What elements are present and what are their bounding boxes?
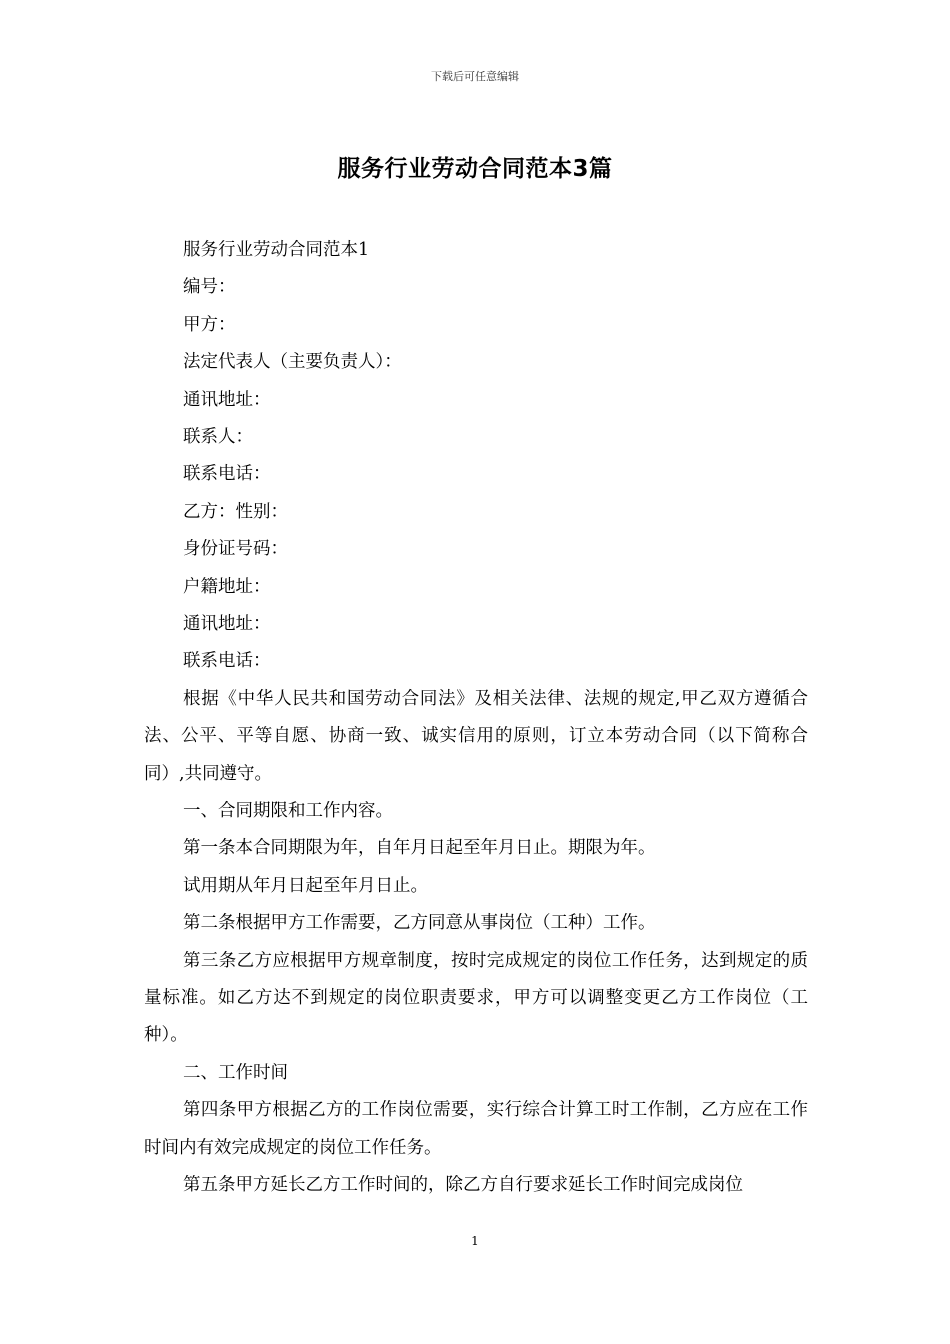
- subtitle-line: 服务行业劳动合同范本1: [183, 240, 370, 260]
- field-party-b-gender: 乙方：性别：: [183, 501, 288, 522]
- field-address-a: 通讯地址：: [183, 389, 271, 410]
- section-heading-2: 二、工作时间: [183, 1062, 288, 1083]
- paragraph-article-2: 第二条根据甲方工作需要，乙方同意从事岗位（工种）工作。: [183, 913, 656, 934]
- field-id-number: 身份证号码：: [183, 539, 288, 560]
- field-party-a: 甲方：: [183, 314, 236, 335]
- field-number: 编号：: [183, 277, 236, 298]
- paragraph-article-3: 第三条乙方应根据甲方规章制度，按时完成规定的岗位工作任务，达到规定的质量标准。如乙方达不到规定的岗位职责要求，甲方可以调整变更乙方工作岗位（工种）。: [144, 950, 808, 1046]
- paragraph-article-1: 第一条本合同期限为年，自年月日起至年月日止。期限为年。: [183, 838, 656, 859]
- field-contact-person: 联系人：: [183, 426, 253, 447]
- paragraph-article-5: 第五条甲方延长乙方工作时间的，除乙方自行要求延长工作时间完成岗位: [183, 1174, 743, 1195]
- paragraph-preamble: 根据《中华人民共和国劳动合同法》及相关法律、法规的规定,甲乙双方遵循合法、公平、平等自愿、协商一致、诚实信用的原则，订立本劳动合同（以下简称合同）,共同遵守。: [144, 688, 808, 784]
- field-phone-a: 联系电话：: [183, 464, 271, 485]
- field-phone-b: 联系电话：: [183, 651, 271, 672]
- field-address-b: 通讯地址：: [183, 613, 271, 634]
- page-number: 1: [471, 1234, 479, 1248]
- paragraph-probation: 试用期从年月日起至年月日止。: [183, 875, 428, 896]
- paragraph-article-4: 第四条甲方根据乙方的工作岗位需要，实行综合计算工时工作制，乙方应在工作时间内有效完成规定的岗位工作任务。: [144, 1100, 808, 1158]
- field-legal-representative: 法定代表人（主要负责人）：: [183, 352, 402, 373]
- document-title: 服务行业劳动合同范本3篇: [337, 156, 613, 182]
- section-heading-1: 一、合同期限和工作内容。: [183, 800, 393, 821]
- field-household-address: 户籍地址：: [183, 576, 271, 597]
- page-header-note: 下载后可任意编辑: [431, 70, 519, 83]
- document-body: [144, 232, 808, 1204]
